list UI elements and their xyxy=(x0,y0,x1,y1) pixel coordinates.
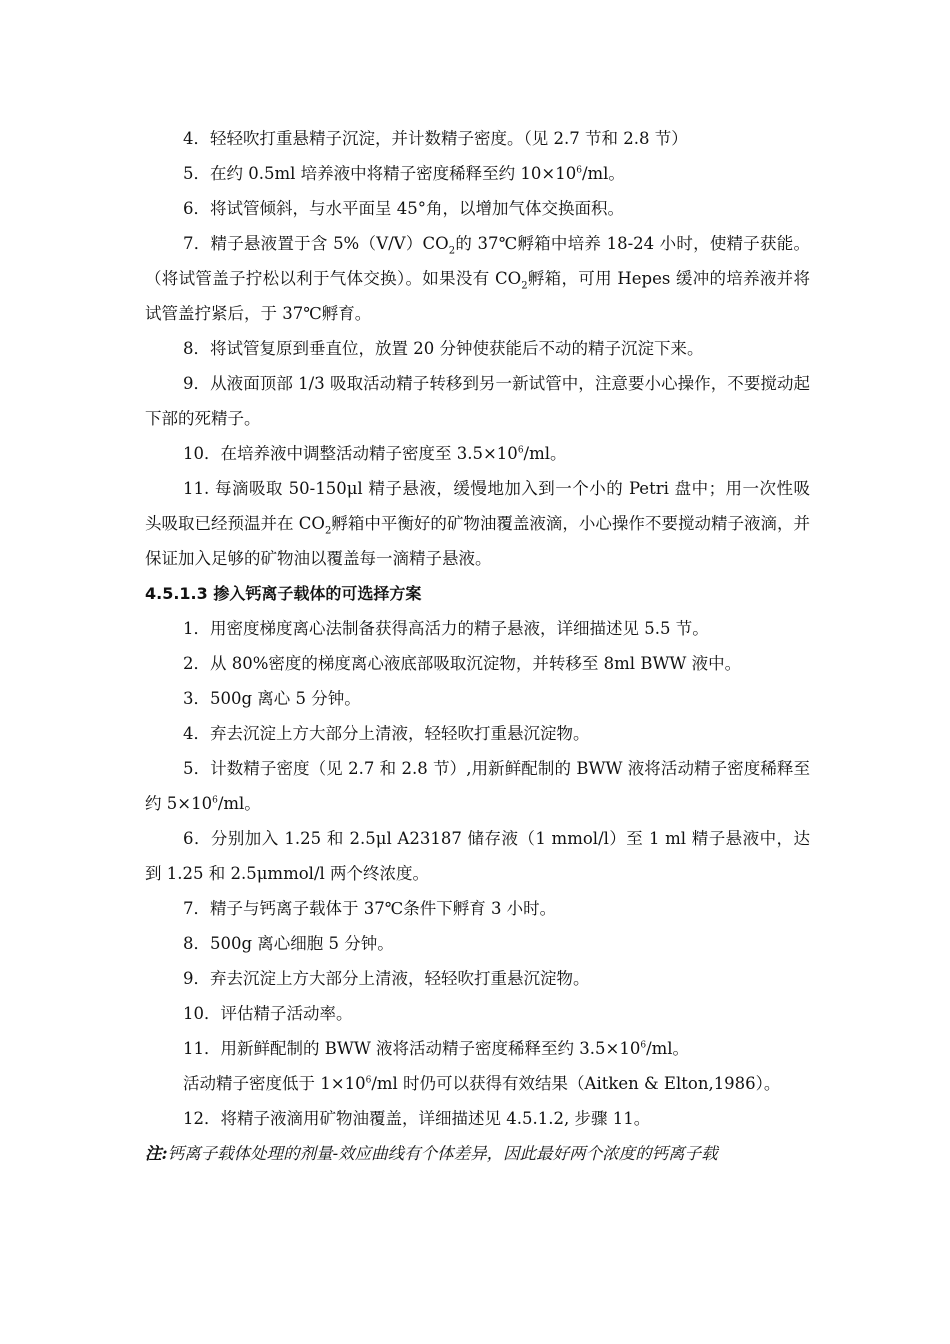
superscript: 6 xyxy=(212,795,218,806)
text-segment: 1．用密度梯度离心法制备获得高活力的精子悬液，详细描述见 5.5 节。 xyxy=(183,619,709,638)
text-segment: 4．轻轻吹打重悬精子沉淀，并计数精子密度。（见 2.7 节和 2.8 节） xyxy=(183,129,688,148)
procedure-steps-4-5-1-3 xyxy=(145,611,810,1136)
step-paragraph-q11 xyxy=(145,1031,810,1066)
text-segment: /ml 时仍可以获得有效结果（Aitken & Elton,1986）。 xyxy=(371,1074,781,1093)
text-segment: 12．将精子液滴用矿物油覆盖，详细描述见 4.5.1.2, 步骤 11。 xyxy=(183,1109,651,1128)
text-segment: 7．精子悬液置于含 5%（V/V）CO xyxy=(183,234,449,253)
step-paragraph-q2 xyxy=(145,646,810,681)
text-segment: 5．在约 0.5ml 培养液中将精子密度稀释至约 10×10 xyxy=(183,164,577,183)
step-paragraph-q5 xyxy=(145,751,810,821)
step-paragraph-p6 xyxy=(145,191,810,226)
text-segment: 7．精子与钙离子载体于 37℃条件下孵育 3 小时。 xyxy=(183,899,557,918)
note-paragraph xyxy=(145,1136,810,1171)
step-paragraph-q7 xyxy=(145,891,810,926)
text-segment: 孵箱中平衡好的矿物油覆盖液滴，小心操作不要搅动精子液滴，并保证加入足够的矿物油以覆盖每一滴精子悬液。 xyxy=(145,514,810,568)
text-segment: 9．弃去沉淀上方大部分上清液，轻轻吹打重悬沉淀物。 xyxy=(183,969,590,988)
step-paragraph-q9 xyxy=(145,961,810,996)
step-paragraph-p11 xyxy=(145,471,810,576)
step-paragraph-q8 xyxy=(145,926,810,961)
procedure-steps-4-5-1-2 xyxy=(145,121,810,576)
text-segment: 8．将试管复原到垂直位，放置 20 分钟使获能后不动的精子沉淀下来。 xyxy=(183,339,704,358)
text-segment: 2．从 80%密度的梯度离心液底部吸取沉淀物，并转移至 8ml BWW 液中。 xyxy=(183,654,742,673)
step-paragraph-p8 xyxy=(145,331,810,366)
subscript: 2 xyxy=(521,280,528,292)
text-segment: /ml。 xyxy=(523,444,567,463)
step-paragraph-q6 xyxy=(145,821,810,891)
step-paragraph-p4 xyxy=(145,121,810,156)
text-segment: 3．500g 离心 5 分钟。 xyxy=(183,689,361,708)
document-body xyxy=(145,121,810,1171)
text-segment: 5．计数精子密度（见 2.7 和 2.8 节）,用新鲜配制的 BWW 液将活动精子密度稀释至约 5×10 xyxy=(145,759,810,813)
superscript: 6 xyxy=(640,1040,647,1051)
step-paragraph-q11b xyxy=(145,1066,810,1101)
step-paragraph-p7 xyxy=(145,226,810,331)
subscript: 2 xyxy=(448,245,456,257)
step-paragraph-q12 xyxy=(145,1101,810,1136)
subscript: 2 xyxy=(324,525,332,537)
superscript: 6 xyxy=(365,1075,372,1086)
text-segment: /ml。 xyxy=(217,794,261,813)
step-paragraph-q10 xyxy=(145,996,810,1031)
step-paragraph-q3 xyxy=(145,681,810,716)
text-segment: 9．从液面顶部 1/3 吸取活动精子转移到另一新试管中，注意要小心操作，不要搅动起下部的死精子。 xyxy=(145,374,810,428)
text-segment: /ml。 xyxy=(581,164,625,183)
step-paragraph-p9 xyxy=(145,366,810,436)
text-segment: 孵箱，可用 Hepes 缓冲的培养液并将试管盖拧紧后，于 37℃孵育。 xyxy=(145,269,810,323)
step-paragraph-p5 xyxy=(145,156,810,191)
text-segment: 11．用新鲜配制的 BWW 液将活动精子密度稀释至约 3.5×10 xyxy=(183,1039,641,1058)
text-segment: /ml。 xyxy=(646,1039,690,1058)
note-text: 钙离子载体处理的剂量-效应曲线有个体差异，因此最好两个浓度的钙离子载 xyxy=(167,1144,718,1163)
text-segment: 的 37℃孵箱中培养 18-24 小时，使精子获能。（将试管盖子拧松以利于气体交换）。如果没有 CO xyxy=(145,234,810,288)
text-segment: 10．在培养液中调整活动精子密度至 3.5×10 xyxy=(183,444,518,463)
step-paragraph-q4 xyxy=(145,716,810,751)
text-segment: 8．500g 离心细胞 5 分钟。 xyxy=(183,934,394,953)
note-label: 注: xyxy=(145,1144,168,1163)
text-segment: 活动精子密度低于 1×10 xyxy=(183,1074,366,1093)
superscript: 6 xyxy=(576,165,582,176)
text-segment: 6．将试管倾斜，与水平面呈 45°角，以增加气体交换面积。 xyxy=(183,199,624,218)
superscript: 6 xyxy=(517,445,524,456)
step-paragraph-p10 xyxy=(145,436,810,471)
section-heading: 4.5.1.3 掺入钙离子载体的可选择方案 xyxy=(145,584,422,603)
text-segment: 6．分别加入 1.25 和 2.5μl A23187 储存液（1 mmol/l）至 1 ml 精子悬液中，达到 1.25 和 2.5μmmol/l 两个终浓度。 xyxy=(145,829,810,883)
text-segment: 11. 每滴吸取 50-150μl 精子悬液，缓慢地加入到一个小的 Petri 盘中；用一次性吸头吸取已经预温并在 CO xyxy=(145,479,810,533)
text-segment: 10．评估精子活动率。 xyxy=(183,1004,353,1023)
text-segment: 4．弃去沉淀上方大部分上清液，轻轻吹打重悬沉淀物。 xyxy=(183,724,590,743)
step-paragraph-q1 xyxy=(145,611,810,646)
